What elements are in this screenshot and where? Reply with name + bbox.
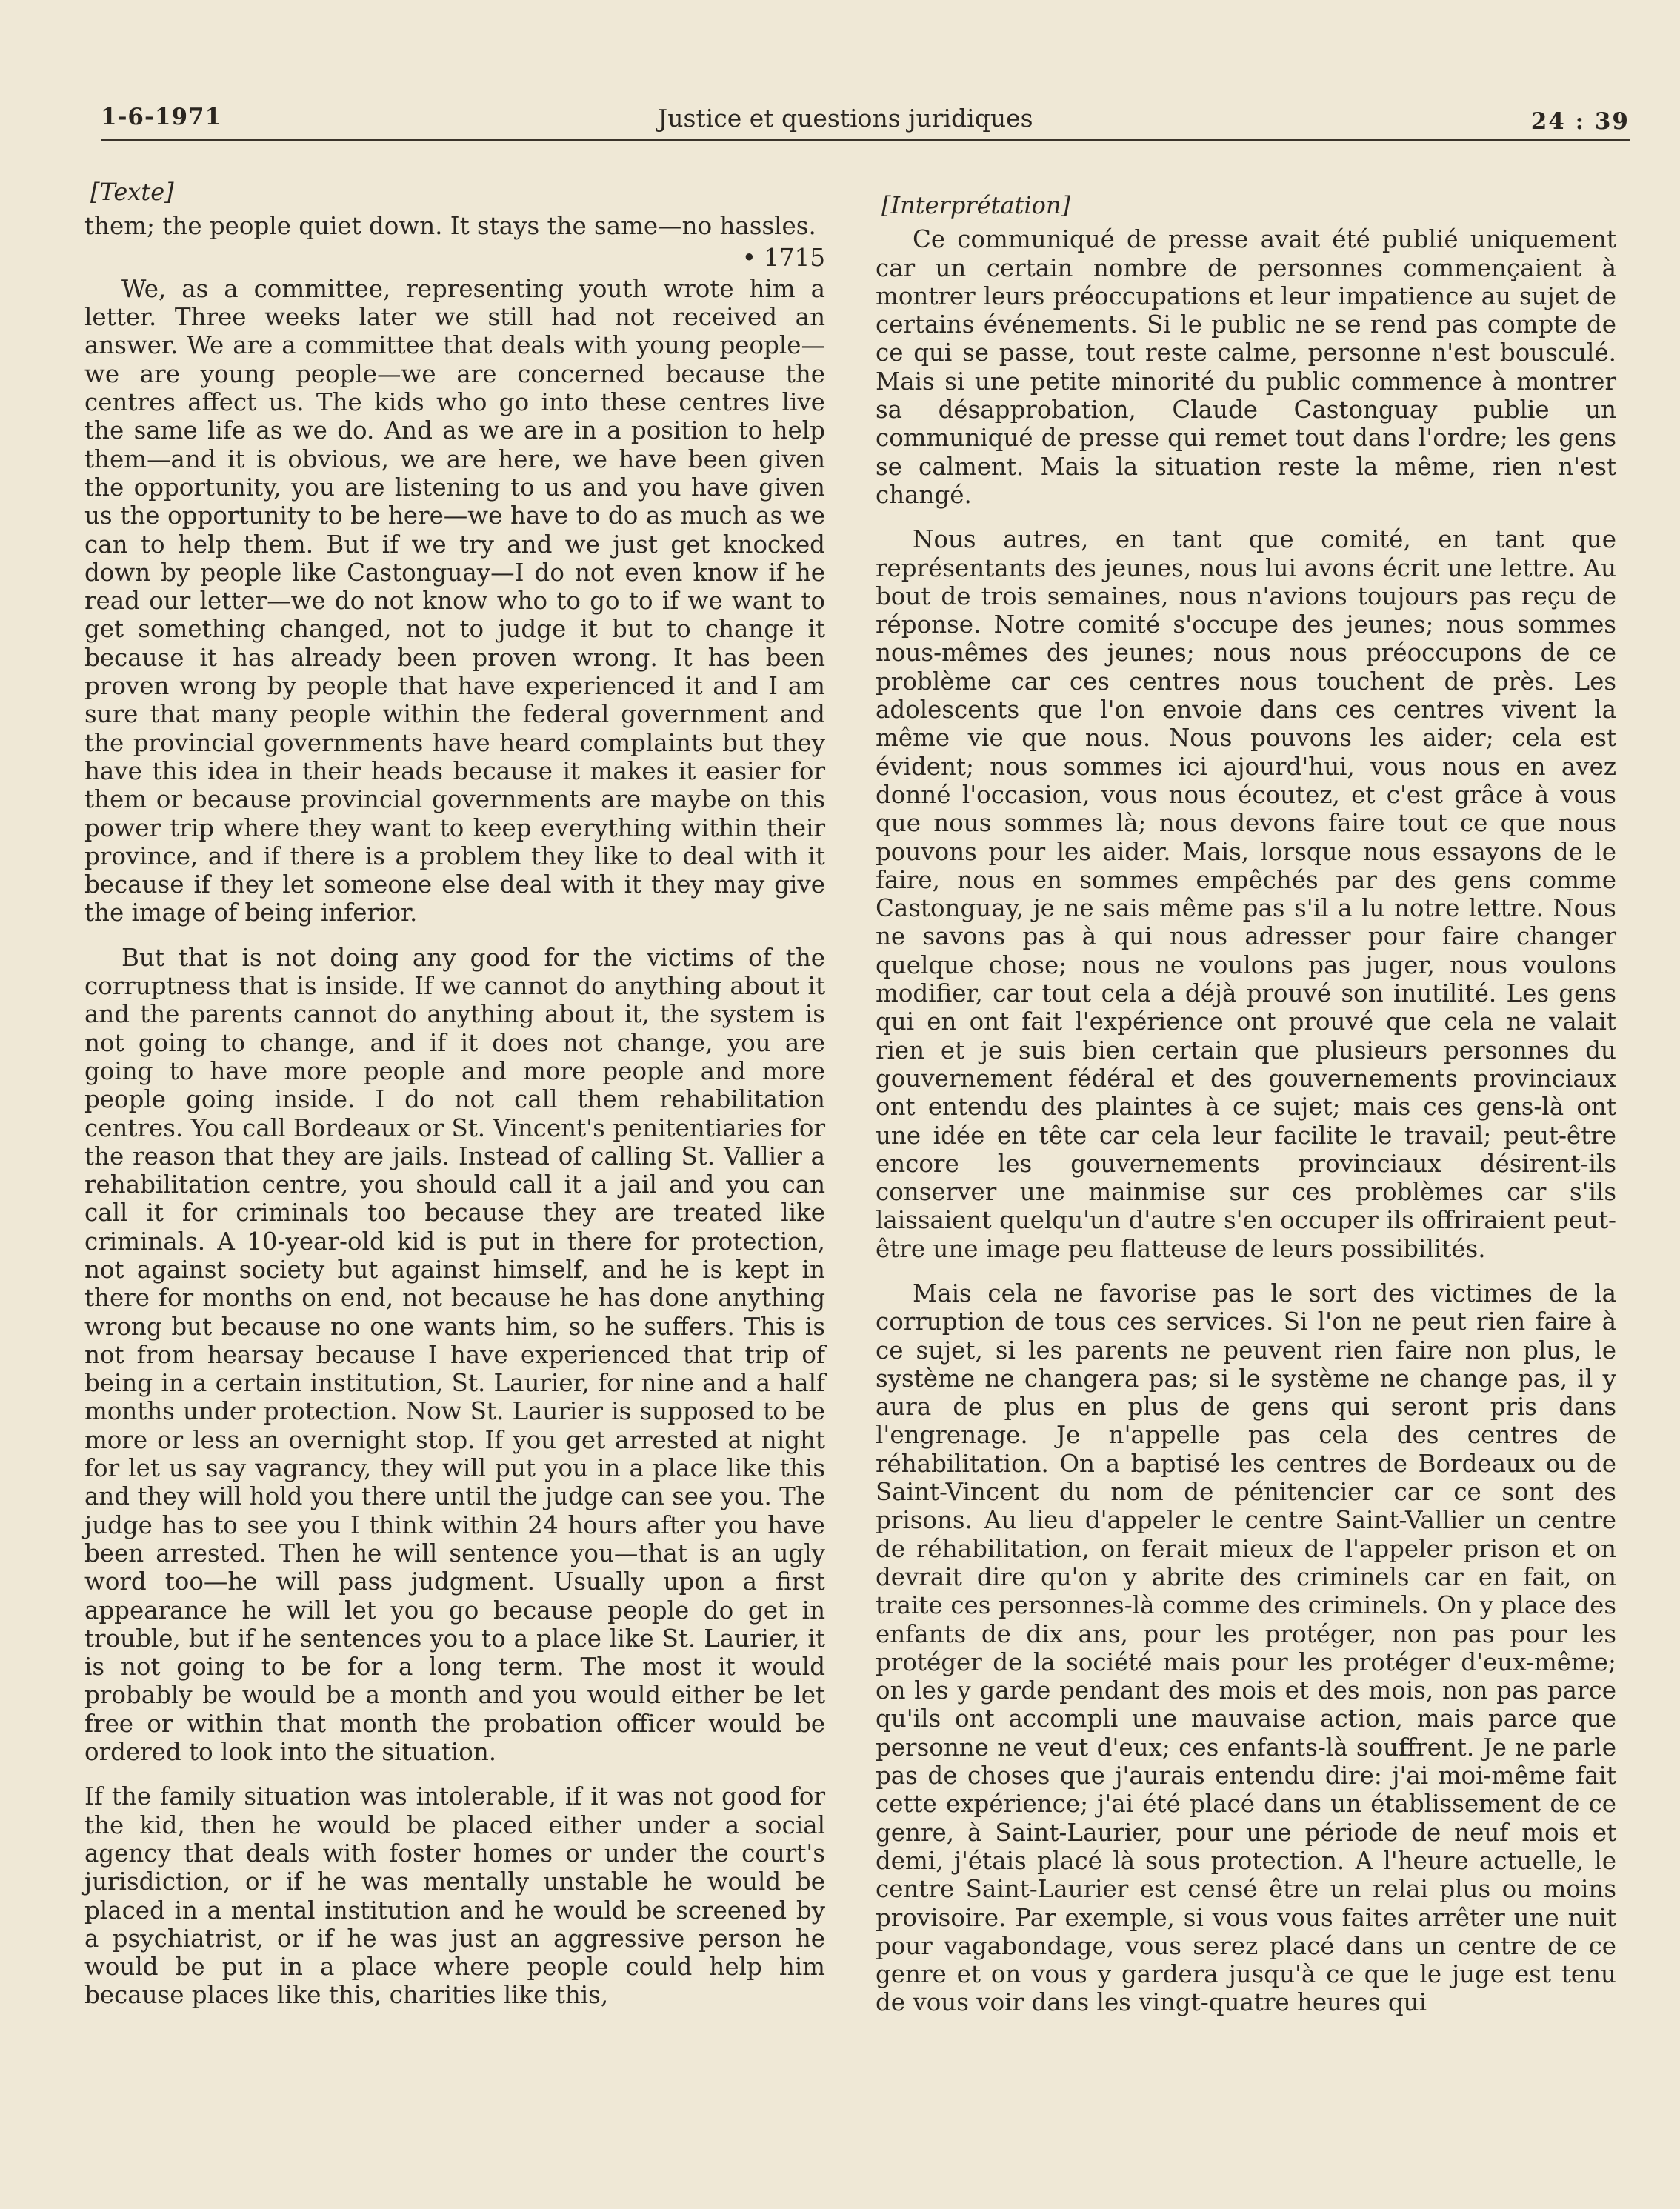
header-page-number: 24 : 39 <box>1530 108 1630 135</box>
left-column-tag: [Texte] <box>90 178 174 206</box>
page-header <box>101 101 1630 141</box>
right-column-tag: [Interprétation] <box>881 191 1070 219</box>
paragraph: But that is not doing any good for the victims of the corruptness that is inside. If we cannot do anything about it and the parents cannot do anything about it, the system is not going to change, and if it does not change, you are going to have more people and more people and more people going inside. I do not call them rehabilitation centres. You call Bordeaux or St. Vincent's penitentiaries for the reason that they are jails. Instead of calling St. Vallier a rehabilitation centre, you should call it a jail and you can call it for criminals too because they are treated like criminals. A 10-year-old kid is put in there for protection, not against society but against himself, and he is kept in there for months on end, not because he has done anything wrong but because no one wants him, so he suffers. This is not from hearsay because I have experienced that trip of being in a certain institution, St. Laurier, for nine and a half months under protection. Now St. Laurier is supposed to be more or less an overnight stop. If you get arrested at night for let us say vagrancy, they will put you in a place like this and they will hold you there until the judge can see you. The judge has to see you I think within 24 hours after you have been arrested. Then he will sentence you—that is an ugly word too—he will pass judgment. Usually upon a first appearance he will let you go because people do get in trouble, but if he sentences you to a place like St. Laurier, it is not going to be for a long term. The most it would probably be would be a month and you would either be let free or within that month the probation officer would be ordered to look into the situation. <box>84 943 825 1767</box>
paragraph: Ce communiqué de presse avait été publié uniquement car un certain nombre de personnes commençaient à montrer leurs préoccupations et leur impatience au sujet de certains événements. Si le public ne se rend pas compte de ce qui se passe, tout reste calme, personne n'est bousculé. Mais si une petite minorité du public commence à montrer sa désapprobation, Claude Castonguay publie un communiqué de presse qui remet tout dans l'ordre; les gens se calment. Mais la situation reste la même, rien n'est changé. <box>876 225 1616 509</box>
header-title: Justice et questions juridiques <box>658 104 1033 133</box>
header-date: 1-6-1971 <box>101 104 222 130</box>
paragraph: Nous autres, en tant que comité, en tant que représentants des jeunes, nous lui avons écrit une lettre. Au bout de trois semaines, nous n'avions toujours pas reçu de réponse. Notre comité s'occupe des jeunes; nous sommes nous-mêmes des jeunes; nous nous préoccupons de ce problème car ces centres nous touchent de près. Les adolescents que l'on envoie dans ces centres vivent la même vie que nous. Nous pouvons les aider; cela est évident; nous sommes ici ajourd'hui, vous nous en avez donné l'occasion, vous nous écoutez, et c'est grâce à vous que nous sommes là; nous devons faire tout ce que nous pouvons pour les aider. Mais, lorsque nous essayons de le faire, nous en sommes empêchés par des gens comme Castonguay, je ne sais même pas s'il a lu notre lettre. Nous ne savons pas à qui nous adresser pour faire changer quelque chose; nous ne voulons pas juger, nous voulons modifier, car tout cela a déjà prouvé son inutilité. Les gens qui en ont fait l'expérience ont prouvé que cela ne valait rien et je suis bien certain que plusieurs personnes du gouvernement fédéral et des gouvernements provinciaux ont entendu des plaintes à ce sujet; mais ces gens-là ont une idée en tête car cela leur facilite le travail; peut-être encore les gouvernements provinciaux désirent-ils conserver une mainmise sur ces problèmes car s'ils laissaient quelqu'un d'autre s'en occuper ils offriraient peut-être une image peu flatteuse de leurs possibilités. <box>876 525 1616 1263</box>
right-column-french <box>876 178 1616 2033</box>
left-column-english <box>84 178 825 2026</box>
paragraph: If the family situation was intolerable, if it was not good for the kid, then he would be placed either under a social agency that deals with foster homes or under the court's jurisdiction, or if he was mentally unstable he would be placed in a mental institution and he would be screened by a psychiatrist, or if he was just an aggressive person he would be put in a place where people could help him because places like this, charities like this, <box>84 1782 825 2010</box>
paragraph: them; the people quiet down. It stays the same—no hassles. <box>84 212 816 241</box>
paragraph: We, as a committee, representing youth wrote him a letter. Three weeks later we still had not received an answer. We are a committee that deals with young people—we are young people—we are concerned because the centres affect us. The kids who go into these centres live the same life as we do. And as we are in a position to help them—and it is obvious, we are here, we have been given the opportunity, you are listening to us and you have given us the opportunity to be here—we have to do as much as we can to help them. But if we try and we just get knocked down by people like Castonguay—I do not even know if he read our letter—we do not know who to go to if we want to get something changed, not to judge it but to change it because it has already been proven wrong. It has been proven wrong by people that have experienced it and I am sure that many people within the federal government and the provincial governments have heard complaints but they have this idea in their heads because it makes it easier for them or because provincial governments are maybe on this power trip where they want to keep everything within their province, and if there is a problem they like to deal with it because if they let someone else deal with it they may give the image of being inferior. <box>84 274 825 927</box>
time-marker: • 1715 <box>741 243 825 272</box>
paragraph: Mais cela ne favorise pas le sort des victimes de la corruption de tous ces services. Si l'on ne peut rien faire à ce sujet, si les parents ne peuvent rien faire non plus, le système ne changera pas; si le système ne change pas, il y aura de plus en plus de gens qui seront pris dans l'engrenage. Je n'appelle pas cela des centres de réhabilitation. On a baptisé les centres de Bordeaux ou de Saint-Vincent du nom de pénitencier car ce sont des prisons. Au lieu d'appeler le centre Saint-Vallier un centre de réhabilitation, on ferait mieux de l'appeler prison et on devrait dire qu'on y abrite des criminels car en fait, on traite ces personnes-là comme des criminels. On y place des enfants de dix ans, pour les protéger, non pas pour les protéger de la société mais pour les protéger d'eux-même; on les y garde pendant des mois et des mois, non pas parce qu'ils ont accompli une mauvaise action, mais parce que personne ne veut d'eux; ces enfants-là souffrent. Je ne parle pas de choses que j'aurais entendu dire: j'ai moi-même fait cette expérience; j'ai été placé dans un établissement de ce genre, à Saint-Laurier, pour une période de neuf mois et demi, j'étais placé là sous protection. A l'heure actuelle, le centre Saint-Laurier est censé être un relai plus ou moins provisoire. Par exemple, si vous vous faites arrêter une nuit pour vagabondage, vous serez placé dans un centre de ce genre et on vous y gardera jusqu'à ce que le juge est tenu de vous voir dans les vingt-quatre heures qui <box>876 1279 1616 2017</box>
